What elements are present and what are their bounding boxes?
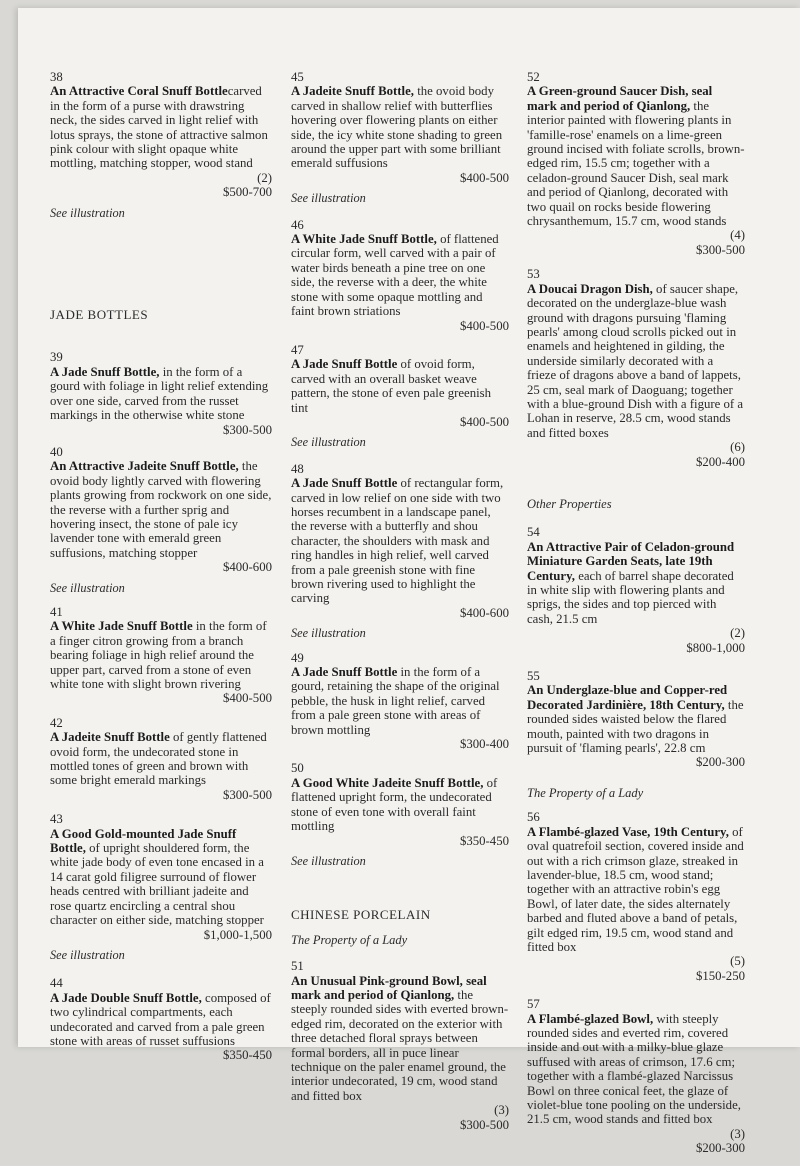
lot-text: the ovoid body carved in shallow relief with butterflies hovering over flowering plants on either side, the icy white stone shading to green around the upper part with some brilliant emerald suffusions <box>291 84 503 171</box>
lot-entry <box>50 976 272 1062</box>
lot-text: carved in the form of a purse with drawstring neck, the sides carved in light relief with lotus sprays, the stone of attractive salmon pink colour with slight opaque white mottling, matching stopper, wood stand <box>50 84 268 171</box>
lot-text: of rectangular form, carved in low relief on one side with two horses recumbent in a landscape panel, the reverse with a butterfly and shou character, the shoulders with mask and ring handles in high relief, well carved from a pale greenish stone with fine brown rivering used to highlight the carving <box>291 476 504 606</box>
lot-title: An Attractive Jadeite Snuff Bottle, <box>50 459 239 474</box>
lot-title: A Jade Double Snuff Bottle, <box>50 990 202 1005</box>
lot-title: A Jade Snuff Bottle <box>291 476 398 491</box>
lot-quantity: (5) <box>730 954 745 969</box>
illustration-note: See illustration <box>291 191 366 206</box>
lot-number: 49 <box>291 650 304 665</box>
lot-text: of saucer shape, decorated on the underglaze-blue wash ground with dragons pursuing 'flaming pearls' among cloud scrolls picked out in enamels and heightened in gilding, the underside similarly decorated with a frieze of dragons above a band of lappets, 25 cm, seal mark of Daoguang; together with a blue-ground Dish with a figure of a Lohan in reserve, 28.5 cm, wood stands and fitted boxes <box>527 281 744 440</box>
lot-number: 54 <box>527 525 540 540</box>
lot-text: the ovoid body lightly carved with flowering plants growing from rockwork on one side, the reverse with a further sprig and hovering insect, the stone of pale icy lavender tone with emerald green suffusions, matching stopper <box>50 459 272 560</box>
lot-entry <box>291 343 509 450</box>
lot-estimate: $200-300 <box>695 1141 745 1156</box>
lot-number: 38 <box>50 70 63 84</box>
lot-title: A White Jade Snuff Bottle <box>50 619 193 634</box>
lot-entry <box>50 70 272 220</box>
lot-text: of ovoid form, carved with an overall basket weave pattern, the stone of even pale greenish tint <box>291 357 492 415</box>
lot-entry <box>50 716 272 802</box>
lot-title: A Flambé-glazed Bowl, <box>527 1011 654 1026</box>
section-subheading: The Property of a Lady <box>527 785 644 800</box>
lot-description <box>527 540 745 626</box>
lot-quantity: (4) <box>730 228 745 243</box>
lot-description <box>291 476 509 606</box>
lot-text: of upright shouldered form, the white jade body of even tone encased in a 14 carat gold filigree surround of flower heads centred with brilliant jadeite and rose quartz encircling a central shou character on either side, matching stopper <box>50 841 264 928</box>
catalogue-page <box>18 8 800 1156</box>
lot-estimate: $200-300 <box>695 755 745 770</box>
lot-description <box>291 665 509 737</box>
lot-text: in the form of a gourd with foliage in light relief extending over one side, carved from the russet markings in the otherwise white stone <box>50 364 269 423</box>
lot-number: 51 <box>291 959 304 974</box>
lot-quantity: (6) <box>730 440 745 455</box>
lot-text: composed of two cylindrical compartments, each undecorated and carved from a pale green stone with areas of russet suffusions <box>50 990 271 1048</box>
lot-text: in the form of a gourd, retaining the shape of the original pebble, the husk in light relief, carved from a pale green stone with areas of brown mottling <box>291 665 500 737</box>
lot-title: A Jade Snuff Bottle, <box>50 364 160 379</box>
lot-title: A Flambé-glazed Vase, 19th Century, <box>527 824 729 839</box>
lot-number: 42 <box>50 715 63 730</box>
lot-text: the interior painted with flowering plants in 'famille-rose' enamels on a lime-green ground incised with foliate scrolls, brown-edged rim, 15.5 cm; together with a celadon-ground Saucer Dish, seal mark and period of Qianlong, decorated with two quail on rocks beside flowering chrysanthemum, 15.7 cm, wood stands <box>527 98 745 229</box>
lot-entry <box>50 812 272 962</box>
lot-quantity: (3) <box>730 1126 745 1141</box>
lot-title: An Unusual Pink-ground Bowl, seal mark and period of Qianlong, <box>291 973 487 1002</box>
lot-number: 43 <box>50 812 63 827</box>
lot-title: A Jade Snuff Bottle <box>291 665 398 680</box>
lot-description <box>527 825 745 955</box>
lot-estimate: $400-500 <box>459 170 509 185</box>
lot-entry <box>291 218 509 333</box>
lot-text: of flattened upright form, the undecorated stone of even tone with overall faint mottling <box>291 775 498 834</box>
lot-description <box>50 84 272 170</box>
lot-text: of oval quatrefoil section, covered inside and out with a rich crimson glaze, streaked in lavender-blue, 18.5 cm, wood stand; together with an attractive robin's egg Bowl, of later date, the sides alternately barbed and fluted above a band of petals, gilt edged rim, 19.5 cm, wood stand and fitted box <box>527 824 744 954</box>
lot-estimate: $300-500 <box>695 242 745 257</box>
illustration-note: See illustration <box>50 205 125 220</box>
lot-number: 40 <box>50 444 63 459</box>
illustration-note: See illustration <box>291 853 366 868</box>
lot-entry <box>291 462 509 641</box>
lot-description <box>50 365 272 423</box>
lot-quantity: (2) <box>730 626 745 641</box>
lot-title: An Attractive Coral Snuff Bottle <box>50 84 228 99</box>
lot-number: 46 <box>291 217 304 232</box>
lot-number: 53 <box>527 267 540 282</box>
lot-entry <box>291 761 509 868</box>
column-left <box>50 70 272 1073</box>
lot-title: A Jadeite Snuff Bottle <box>50 730 170 745</box>
lot-estimate: $400-500 <box>459 414 509 429</box>
lot-description <box>291 974 509 1104</box>
lot-entry <box>527 669 745 770</box>
section-subheading: The Property of a Lady <box>291 932 408 947</box>
lot-number: 39 <box>50 350 63 365</box>
lot-title: A White Jade Snuff Bottle, <box>291 232 437 247</box>
lot-number: 41 <box>50 604 63 619</box>
lot-description <box>50 827 272 928</box>
lot-estimate: $400-600 <box>459 605 509 620</box>
lot-number: 56 <box>527 810 540 825</box>
section-subheading: Other Properties <box>527 496 612 511</box>
illustration-note: See illustration <box>291 435 366 450</box>
lot-estimate: $800-1,000 <box>686 640 745 655</box>
lot-number: 48 <box>291 461 304 476</box>
lot-number: 55 <box>527 669 540 684</box>
lot-text: with steeply rounded sides and everted rim, covered inside and out with a milky-blue glaze suffused with areas of crimson, 17.6 cm; together with a flambé-glazed Narcissus Bowl on three conical feet, the glaze of violet-blue tone pooling on the underside, 21.5 cm, wood stands and fitted box <box>527 1011 741 1127</box>
lot-entry <box>291 70 509 206</box>
lot-estimate: $400-600 <box>222 560 272 575</box>
section-heading: JADE BOTTLES <box>50 307 149 323</box>
lot-text: the steeply rounded sides with everted brown-edged rim, decorated on the exterior with three detached floral sprays between formal borders, all in puce linear technique on the paler enamel ground, the interior undecorated, 19 cm, wood stand and fitted box <box>291 987 509 1103</box>
lot-description <box>527 683 745 755</box>
lot-title: An Underglaze-blue and Copper-red Decorated Jardinière, 18th Century, <box>527 683 728 712</box>
lot-number: 47 <box>291 342 304 357</box>
lot-entry <box>50 605 272 706</box>
lot-number: 50 <box>291 761 304 776</box>
lot-number: 44 <box>50 976 63 991</box>
lot-description <box>291 232 509 318</box>
lot-entry <box>527 810 745 983</box>
lot-text: of gently flattened ovoid form, the undecorated stone in mottled tones of green and brown with some bright emerald markings <box>50 730 267 788</box>
lot-description <box>50 619 272 691</box>
lot-entry <box>50 350 272 436</box>
lot-estimate: $350-450 <box>459 833 509 848</box>
lot-estimate: $400-500 <box>459 318 509 333</box>
lot-title: An Attractive Pair of Celadon-ground Miniature Garden Seats, late 19th Century, <box>527 539 735 583</box>
lot-quantity: (3) <box>494 1103 509 1118</box>
lot-title: A Jade Snuff Bottle <box>291 357 398 372</box>
lot-entry <box>291 651 509 752</box>
lot-text: each of barrel shape decorated in white slip with flowering plants and sprigs, the sides and top pierced with cash, 21.5 cm <box>527 568 734 626</box>
lot-description <box>50 730 272 788</box>
lot-text: in the form of a finger citron growing from a branch bearing foliage in high relief around the upper part, carved from a stone of even white tone with slight brown rivering <box>50 619 267 691</box>
lot-text: the rounded sides waisted below the flared mouth, painted with two dragons in pursuit of 'flaming pearls', 22.8 cm <box>527 697 744 756</box>
lot-text: of flattened circular form, well carved with a pair of water birds beneath a pine tree on one side, the reverse with a deer, the white stone with some opaque mottling and faint brown striations <box>291 232 499 319</box>
lot-entry <box>527 267 745 469</box>
lot-description <box>527 1012 745 1127</box>
lot-estimate: $350-450 <box>222 1048 272 1063</box>
lot-entry <box>527 70 745 257</box>
lot-number: 52 <box>527 70 540 84</box>
lot-estimate: $150-250 <box>695 968 745 983</box>
lot-entry <box>291 959 509 1132</box>
lot-estimate: $400-500 <box>222 691 272 706</box>
lot-entry <box>50 445 272 595</box>
lot-description <box>527 282 745 440</box>
lot-title: A Good White Jadeite Snuff Bottle, <box>291 775 484 790</box>
lot-description <box>291 357 509 415</box>
lot-estimate: $1,000-1,500 <box>203 927 272 942</box>
lot-title: A Doucai Dragon Dish, <box>527 281 653 296</box>
column-right <box>527 70 745 1166</box>
lot-estimate: $300-500 <box>222 787 272 802</box>
lot-title: A Green-ground Saucer Dish, seal mark and period of Qianlong, <box>527 84 713 113</box>
lot-estimate: $200-400 <box>695 454 745 469</box>
lot-estimate: $300-500 <box>459 1117 509 1132</box>
lot-description <box>291 84 509 170</box>
illustration-note: See illustration <box>50 947 125 962</box>
section-heading: CHINESE PORCELAIN <box>291 907 431 923</box>
lot-description <box>50 991 272 1049</box>
illustration-note: See illustration <box>50 580 125 595</box>
lot-number: 57 <box>527 997 540 1012</box>
lot-estimate: $500-700 <box>222 185 272 200</box>
lot-description <box>291 776 509 834</box>
lot-title: A Good Gold-mounted Jade Snuff Bottle, <box>50 826 237 856</box>
lot-entry <box>527 525 745 655</box>
column-middle <box>291 70 509 1142</box>
lot-number: 45 <box>291 70 304 84</box>
lot-estimate: $300-500 <box>222 422 272 437</box>
lot-description <box>50 459 272 560</box>
illustration-note: See illustration <box>291 626 366 641</box>
lot-description <box>527 84 745 228</box>
lot-estimate: $300-400 <box>459 737 509 752</box>
lot-title: A Jadeite Snuff Bottle, <box>291 84 414 99</box>
lot-quantity: (2) <box>257 170 272 185</box>
lot-entry <box>527 997 745 1155</box>
